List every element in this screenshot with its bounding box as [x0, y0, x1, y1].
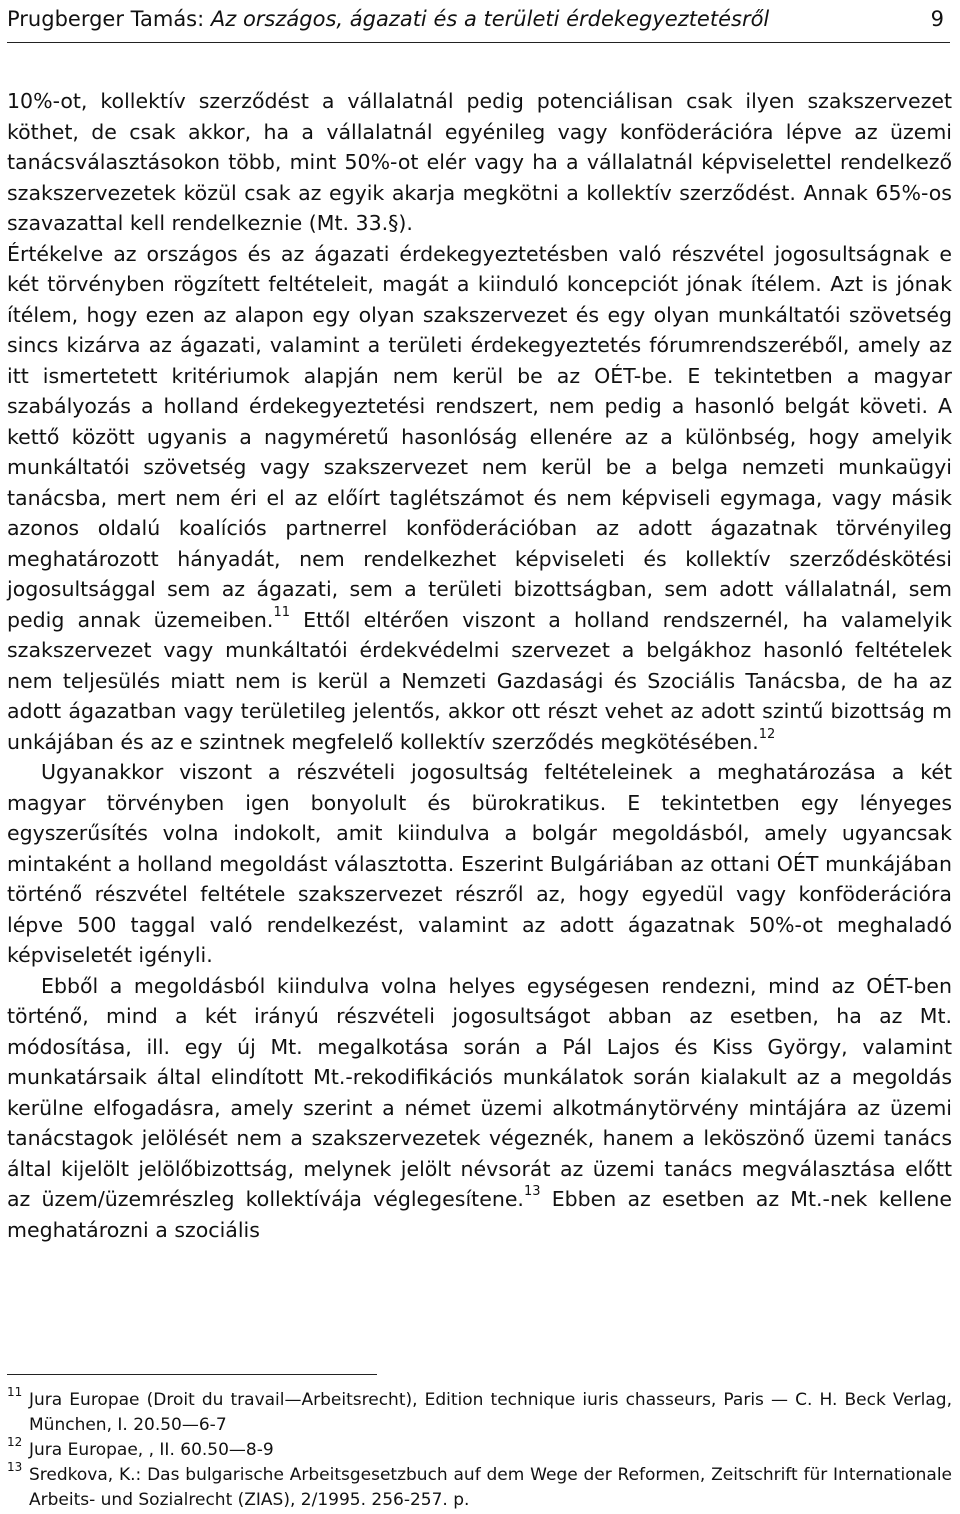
- footnotes: [7, 1385, 952, 1513]
- header-author: Prugberger Tamás:: [7, 7, 211, 31]
- paragraph-2: [7, 239, 952, 758]
- paragraph-2-part-b: Ettől eltérően viszont a holland rendszernél, ha valamelyik szakszervezet vagy munkáltatói érdekvédelmi szervezet a belgákhoz hasonló feltételek nem teljesülés miatt nem is kerül a Nemzeti Gazdasági és Szociális Tanácsba, de ha az adott ágazatban vagy területileg jelentős, akkor ott részt vehet az adott szintű bizottság m unkájában és az e szintnek megfelelő kollektív szerződés megkötésében.: [7, 607, 952, 754]
- paragraph-4-part-b: Ebben az esetben az Mt.-nek kellene meghatározni a szociális: [7, 1187, 952, 1242]
- page-number: 9: [930, 7, 944, 31]
- header-title: Az országos, ágazati és a területi érdekegyeztetésről: [210, 7, 770, 31]
- footnote-number: 13: [7, 1460, 23, 1475]
- paragraph-4-part-a: Ebből a megoldásból kiindulva volna helyes egységesen rendezni, mind az OÉT-ben történő, mind a két irányú részvételi jogosultságot abban az esetben, ha az Mt. módosítása, ill. egy új Mt. megalkotása során a Pál Lajos és Kiss György, valamint munkatársaik által elindított Mt.-rekodifikációs munkálatok során kialakult az a megoldás kerülne elfogadásra, amely szerint a német üzemi alkotmánytörvény mintájára az üzemi tanácstagok jelölését nem a szakszervezetek végeznék, hanem a leköszönő üzemi tanács által kijelölt jelölőbizottság, melynek jelölt névsorát az üzemi tanács megválasztása előtt az üzem/üzemrészleg kollektívája véglegesítene.: [7, 973, 952, 1211]
- footnote-ref-13[interactable]: 13: [523, 1184, 541, 1200]
- footnote-ref-11[interactable]: 11: [273, 604, 290, 620]
- footnote-number: 11: [7, 1385, 23, 1400]
- footnote-11: [7, 1385, 952, 1438]
- paragraph-1: 10%-ot, kollektív szerződést a vállalatnál pedig potenciálisan csak ilyen szakszervezet köthet, de csak akkor, ha a vállalatnál egyénileg vagy konföderációra lépve az üzemi tanácsválasztásokon több, mint 50%-ot elér vagy ha a vállalatnál képviselettel rendelkező szakszervezetek közül csak az egyik akarja megkötni a kollektív szerződést. Annak 65%-os szavazattal kell rendelkeznie (Mt. 33.§).: [7, 89, 952, 235]
- running-header: [7, 2, 950, 43]
- footnote-12: [7, 1435, 952, 1463]
- footnote-text: Jura Europae, , II. 60.50—8-9: [29, 1440, 274, 1460]
- footnote-text: Jura Europae (Droit du travail—Arbeitsrecht), Edition technique iuris chasseurs, Paris — C. H. Beck Verlag, München, I. 20.50—6-7: [29, 1390, 952, 1435]
- footnote-text: Sredkova, K.: Das bulgarische Arbeitsgesetzbuch auf dem Wege der Reformen, Zeitschrift für Internationale Arbeits- und Sozialrecht (ZIAS), 2/1995. 256-257. p.: [29, 1465, 952, 1510]
- paragraph-3: Ugyanakkor viszont a részvételi jogosultság feltételeinek a meghatározása a két magyar törvényben igen bonyolult és bürokratikus. E tekintetben egy lényeges egyszerűsítés volna indokolt, amit kiindulva a bolgár megoldásból, amely ugyancsak mintaként a holland megoldást választotta. Eszerint Bulgáriában az ottani OÉT munkájában történő részvétel feltétele szakszervezet részről az, hogy egyedül vagy konföderációra lépve 500 taggal való rendelkezést, valamint az adott ágazatnak 50%-ot meghaladó képviseletét igényli.: [7, 760, 952, 967]
- body-text: [7, 86, 952, 1245]
- footnote-separator: [7, 1374, 377, 1375]
- footnote-13: [7, 1460, 952, 1513]
- paragraph-2-part-a: Értékelve az országos és az ágazati érdekegyeztetésben való részvétel jogosultságnak e két törvényben rögzített feltételeit, magát a kiinduló koncepciót jónak ítélem. Azt is jónak ítélem, hogy ezen az alapon egy olyan szakszervezet és egy olyan munkáltatói szövetség sincs kizárva az ágazati, valamint a területi érdekegyeztetés fórumrendszeréből, amely az itt ismertetett kritériumok alapján nem kerül be az OÉT-be. E tekintetben a magyar szabályozás a holland érdekegyeztetési rendszert, nem pedig a hasonló belgát követi. A kettő között ugyanis a nagyméretű hasonlóság ellenére az a különbség, hogy amelyik munkáltatói szövetség vagy szakszervezet nem kerül be a belga nemzeti munkaügyi tanácsba, mert nem éri el az előírt taglétszámot és nem képviseli egymaga, vagy másik azonos oldalú koalíciós partnerrel konföderációban az adott ágazatnak törvényileg meghatározott hányadát, nem rendelkezhet képviseleti és kollektív szerződéskötési jogosultsággal sem az ágazati, sem a területi bizottságban, sem adott vállalatnál, sem pedig annak üzemeiben.: [7, 241, 952, 632]
- footnote-number: 12: [7, 1435, 23, 1450]
- paragraph-4: [7, 971, 952, 1246]
- footnote-ref-12[interactable]: 12: [758, 726, 776, 742]
